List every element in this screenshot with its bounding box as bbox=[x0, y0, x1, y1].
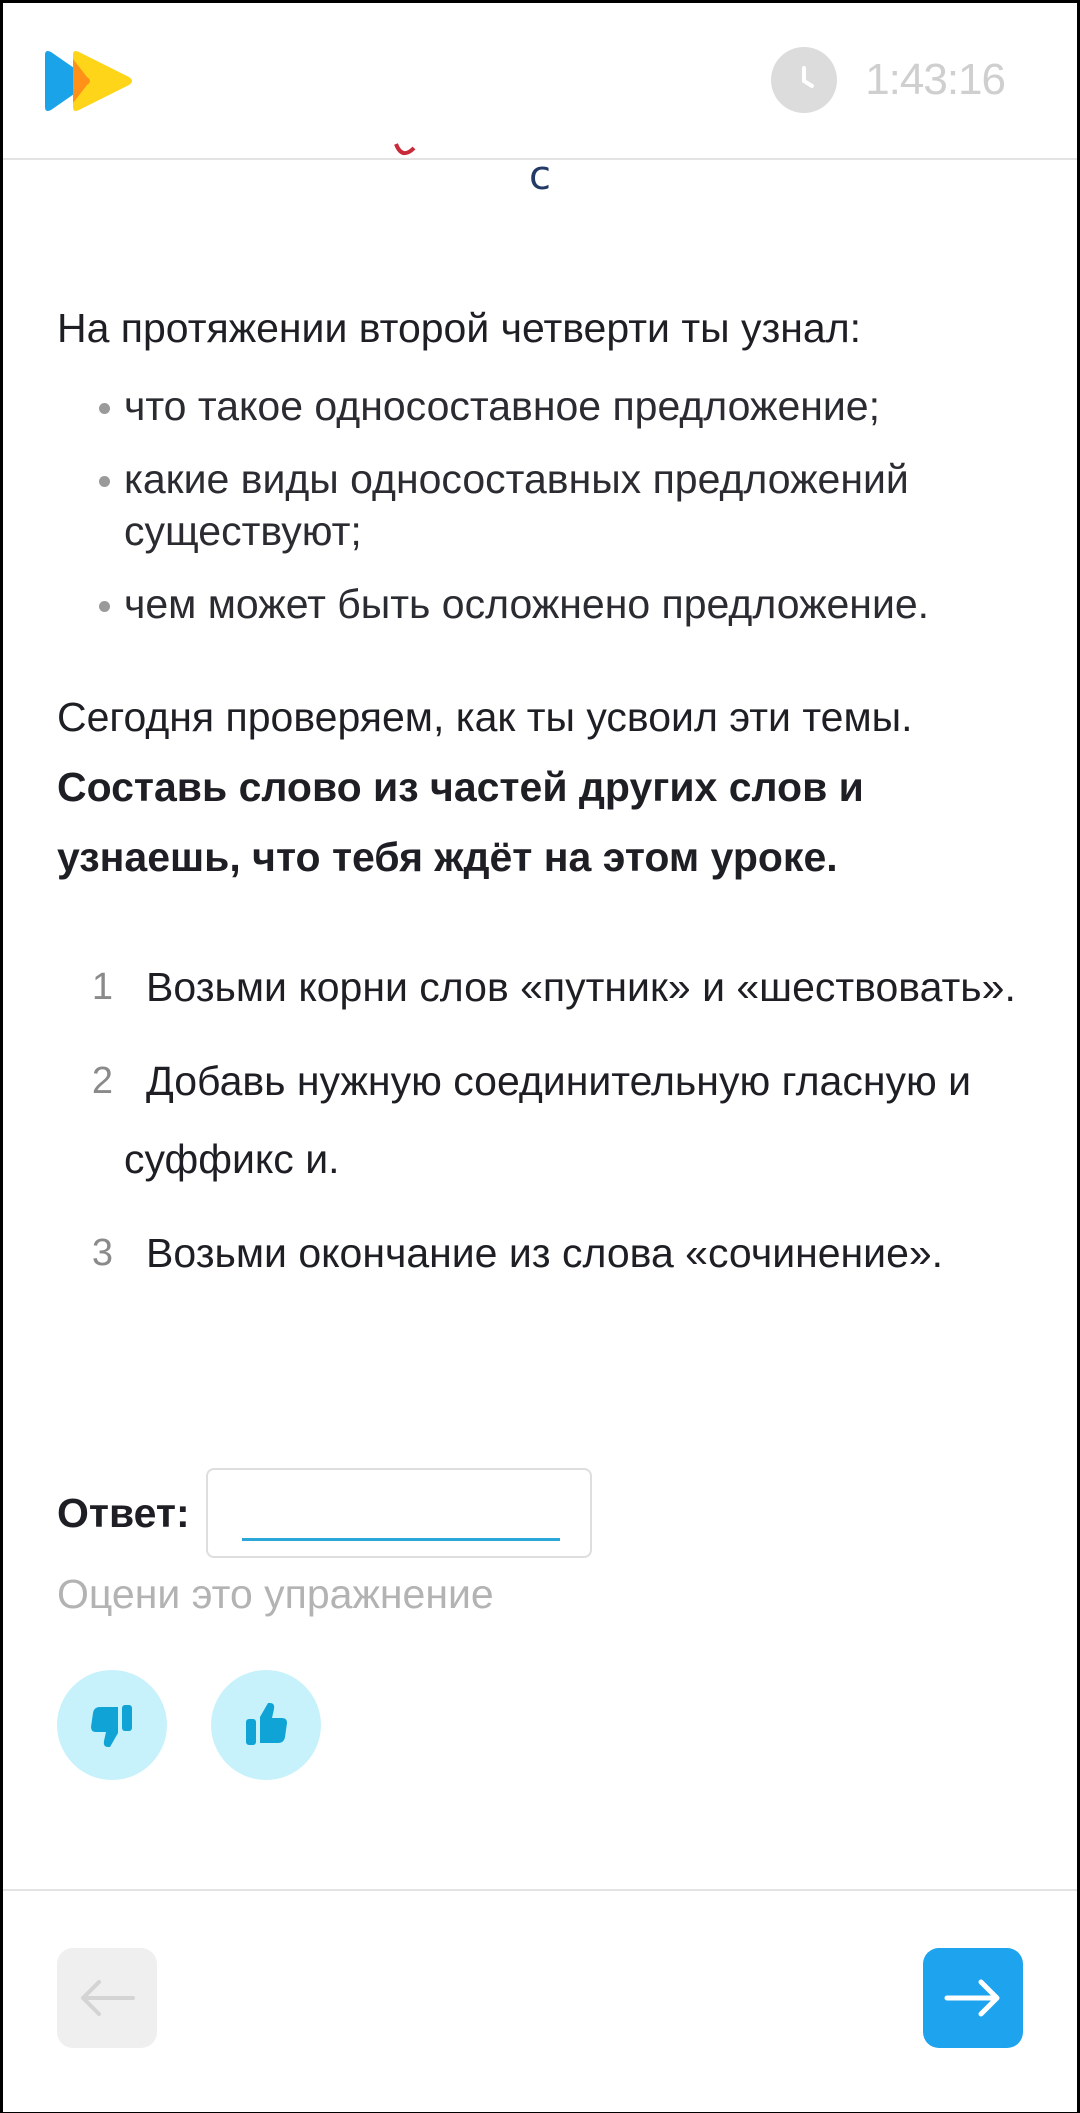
lesson-timer bbox=[771, 47, 1005, 113]
play-arrows-logo-icon[interactable] bbox=[43, 49, 135, 113]
dislike-button[interactable] bbox=[57, 1670, 167, 1780]
task-paragraph bbox=[57, 682, 1037, 892]
arrow-right-icon bbox=[943, 1978, 1003, 2018]
lesson-content bbox=[57, 303, 1037, 1352]
back-button[interactable] bbox=[57, 1948, 157, 2048]
top-bar bbox=[3, 3, 1077, 160]
clock-icon bbox=[771, 47, 837, 113]
thumbs-up-icon bbox=[240, 1699, 292, 1751]
topics-list bbox=[57, 380, 1037, 630]
rate-exercise-label: Оцени это упражнение bbox=[57, 1571, 494, 1617]
check-text: Сегодня проверяем, как ты усвоил эти темы. bbox=[57, 694, 913, 741]
step-text: Добавь нужную соединительную гласную и суффикс и. bbox=[124, 1058, 972, 1183]
steps-list bbox=[57, 948, 1037, 1292]
answer-box[interactable] bbox=[206, 1468, 592, 1558]
cut-off-letter: с bbox=[529, 153, 551, 199]
thumbs-down-icon bbox=[86, 1699, 138, 1751]
bottom-navigation bbox=[3, 1889, 1077, 2112]
list-item bbox=[57, 1042, 1037, 1198]
task-text: Составь слово из частей других слов и узнаешь, что тебя ждёт на этом уроке. bbox=[57, 764, 864, 881]
list-item: какие виды односоставных предложений существуют; bbox=[57, 453, 1037, 558]
list-item bbox=[57, 948, 1037, 1026]
cut-off-illustration bbox=[388, 138, 428, 168]
like-button[interactable] bbox=[211, 1670, 321, 1780]
arrow-left-icon bbox=[77, 1978, 137, 2018]
intro-text: На протяжении второй четверти ты узнал: bbox=[57, 305, 862, 351]
step-text: Возьми окончание из слова «сочинение». bbox=[146, 1230, 944, 1277]
list-item: что такое односоставное предложение; bbox=[57, 380, 1037, 432]
list-item: чем может быть осложнено предложение. bbox=[57, 578, 1037, 630]
step-number: 2 bbox=[91, 1060, 113, 1103]
step-number: 1 bbox=[91, 966, 113, 1009]
timer-text: 1:43:16 bbox=[865, 55, 1005, 104]
answer-input[interactable] bbox=[242, 1484, 560, 1541]
answer-label: Ответ: bbox=[57, 1489, 190, 1536]
answer-row bbox=[57, 1468, 592, 1558]
step-number: 3 bbox=[91, 1232, 113, 1275]
list-item bbox=[57, 1214, 1037, 1292]
step-text: Возьми корни слов «путник» и «шествовать». bbox=[146, 964, 1016, 1011]
next-button[interactable] bbox=[923, 1948, 1023, 2048]
